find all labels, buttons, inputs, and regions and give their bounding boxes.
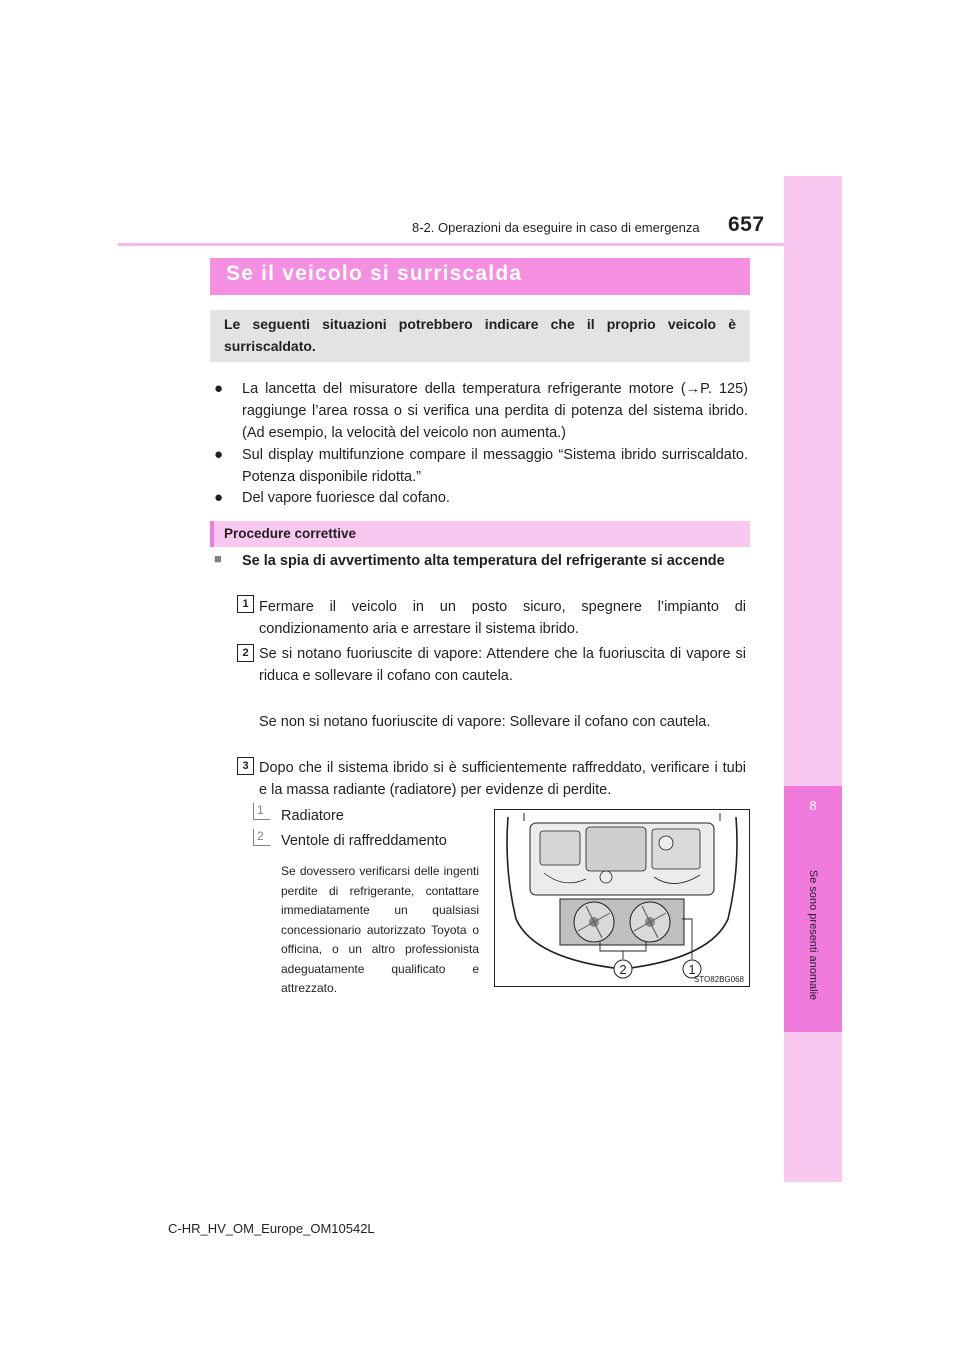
step-text-alternative: Se non si notano fuoriuscite di vapore: Sollevare il cofano con cautela. <box>259 714 711 730</box>
header-rule <box>118 243 784 246</box>
side-tab-number: 8 <box>809 798 817 813</box>
illustration-code: STO82BG068 <box>693 975 744 984</box>
step-text: Dopo che il sistema ibrido si è sufficientemente raffreddato, verificare i tubi e la massa radiante (radiatore) per evidenze di perdite. <box>259 760 746 798</box>
bullet-text: Del vapore fuoriesce dal cofano. <box>242 490 450 506</box>
condition-heading: Se la spia di avvertimento alta temperatura del refrigerante si accende <box>242 553 725 569</box>
section-title: Se il veicolo si surriscalda <box>226 262 523 285</box>
step-text: Fermare il veicolo in un posto sicuro, spegnere l’impianto di condizionamento aria e arrestare il sistema ibrido. <box>259 599 746 637</box>
intro-text: Le seguenti situazioni potrebbero indicare che il proprio veicolo è surriscaldato. <box>224 316 736 354</box>
warning-note: Se dovessero verificarsi delle ingenti perdite di refrigerante, contattare immediatamente un qualsiasi concessionario autorizzato Toyota o officina, o un altro professionista adeguatamente qualificato e attrezzato. <box>281 864 479 995</box>
bullet-text: Sul display multifunzione compare il messaggio “Sistema ibrido surriscaldato. Potenza disponibile ridotta.” <box>242 447 748 485</box>
legend-label: Ventole di raffreddamento <box>281 833 447 849</box>
side-tab-label-wrap <box>784 840 842 1030</box>
bullet-item <box>214 444 748 488</box>
side-tab-label: Se sono presenti anomalie <box>807 869 819 1001</box>
callout-label-1: 1 <box>688 962 696 977</box>
page-number: 657 <box>728 213 765 236</box>
bullet-text: La lancetta del misuratore della temperatura refrigerante motore (→P. 125) raggiunge l’area rossa o si verifica una perdita di potenza del sistema ibrido. (Ad esempio, la velocità del veicolo non aumenta.) <box>242 381 748 441</box>
bullet-dot-icon: ● <box>214 489 224 506</box>
bullet-dot-icon: ● <box>214 446 224 463</box>
bullet-item <box>214 487 748 509</box>
square-bullet-icon: ■ <box>214 551 222 566</box>
step-number: 3 <box>237 757 254 775</box>
chapter-title: 8-2. Operazioni da eseguire in caso di emergenza <box>412 220 700 235</box>
subsection-title: Procedure correttive <box>224 526 357 541</box>
bullet-item <box>214 378 748 444</box>
step-number: 2 <box>237 644 254 662</box>
legend-label: Radiatore <box>281 808 344 824</box>
engine-bay-illustration <box>494 809 750 987</box>
bullet-dot-icon: ● <box>214 380 224 397</box>
legend-number: 2 <box>253 829 270 846</box>
callout-label-2: 2 <box>619 962 627 977</box>
footer-document-code: C-HR_HV_OM_Europe_OM10542L <box>168 1221 375 1236</box>
subsection-bar-accent <box>210 521 214 547</box>
step-number: 1 <box>237 595 254 613</box>
step-text: Se si notano fuoriuscite di vapore: Attendere che la fuoriuscita di vapore si riduca e sollevare il cofano con cautela. <box>259 646 746 684</box>
legend-number: 1 <box>253 803 270 820</box>
